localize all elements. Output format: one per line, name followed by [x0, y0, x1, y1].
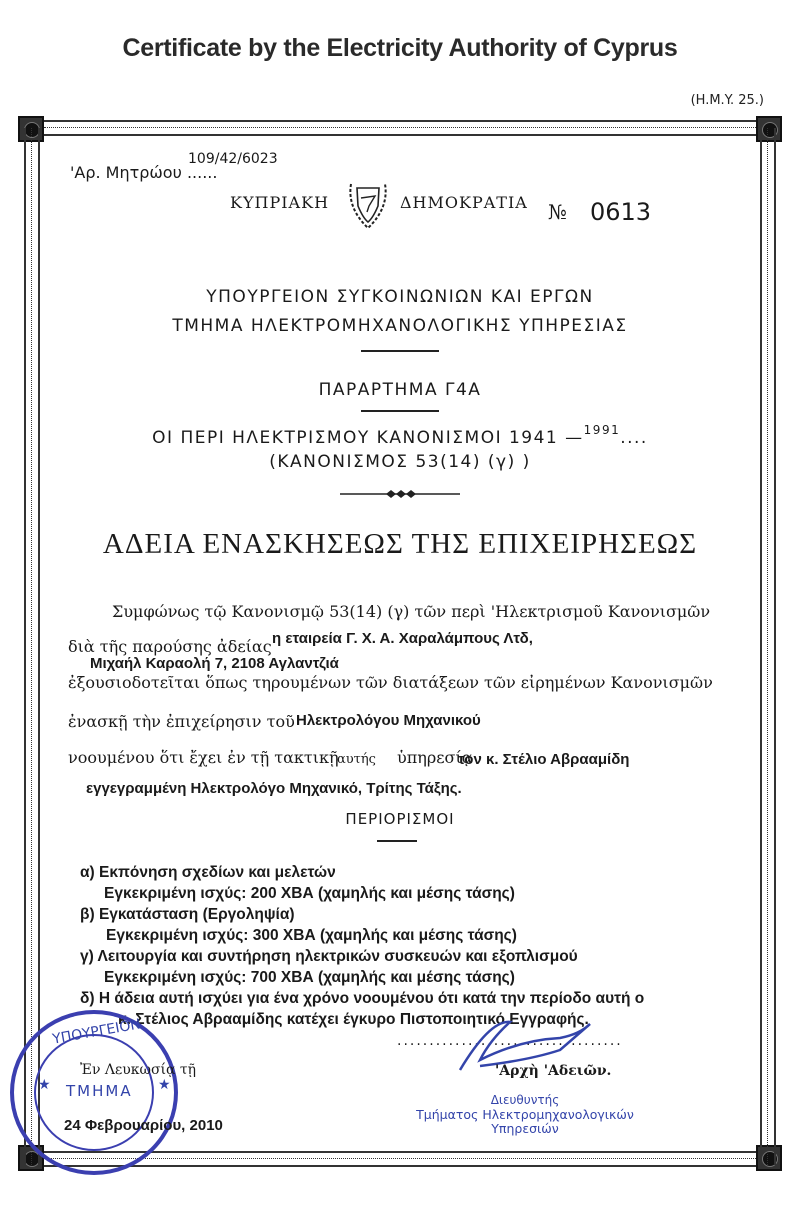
official-stamp: [10, 1010, 178, 1175]
border-right: [758, 128, 778, 1165]
handwritten-insert: αυτής: [337, 752, 376, 767]
authority-label: 'Αρχὴ 'Αδειῶν.: [495, 1063, 612, 1079]
cyprus-coat-of-arms-icon: [343, 178, 393, 232]
header-left: ΚΥΠΡΙΑΚΗ: [230, 193, 330, 212]
regulation-reference: (ΚΑΝΟΝΙΣΜΟΣ 53(14) (γ) ): [269, 452, 531, 472]
restriction-item: γ) Λειτουργία και συντήρηση ηλεκτρικών συσκευών και εξοπλισμού: [80, 948, 578, 965]
ornament-divider-icon: [340, 488, 460, 500]
restriction-item: α) Εκπόνηση σχεδίων και μελετών: [80, 864, 336, 881]
registration-label: 'Αρ. Μητρώου ......: [70, 163, 218, 182]
restriction-item: δ) Η άδεια αυτή ισχύει για ένα χρόνο νοουμένου ότι κατά την περίοδο αυτή ο: [80, 990, 645, 1007]
engineer-name: τον κ. Στέλιο Αβρααμίδη: [458, 751, 630, 768]
document-caption: Certificate by the Electricity Authority of Cyprus: [122, 34, 678, 62]
header-right: ΔΗΜΟΚΡΑΤΙΑ: [400, 193, 528, 212]
regulations-year: 1991: [583, 423, 621, 437]
company-name: η εταιρεία Γ. Χ. Α. Χαραλάμπους Λτδ,: [272, 630, 533, 647]
restriction-sub: κ. Στέλιος Αβρααμίδης κατέχει έγκυρο Πιστοποιητικό Εγγραφής.: [118, 1011, 589, 1028]
restriction-sub: Εγκεκριμένη ισχύς: 300 ΧΒΑ (χαμηλής και μέσης τάσης): [106, 927, 517, 944]
director-title: Διευθυντής: [490, 1093, 560, 1107]
star-icon: ★: [38, 1076, 51, 1092]
divider: [361, 410, 439, 412]
border-left: [22, 128, 42, 1165]
signature-line: ...................................: [397, 1033, 623, 1049]
star-icon: ★: [158, 1076, 171, 1092]
restriction-item: β) Εγκατάσταση (Εργοληψία): [80, 906, 295, 923]
department-heading: ΤΜΗΜΑ ΗΛΕΚΤΡΟΜΗΧΑΝΟΛΟΓΙΚΗΣ ΥΠΗΡΕΣΙΑΣ: [172, 316, 628, 336]
body-line-5-suffix: ὑπηρεσίᾳ: [397, 748, 473, 767]
body-line-1: Συμφώνως τῷ Κανονισμῷ 53(14) (γ) τῶν περὶ 'Ηλεκτρισμοῦ Κανονισμῶν: [112, 602, 711, 621]
stamp-center-text: ΤΜΗΜΑ: [66, 1082, 133, 1100]
annex-heading: ΠΑΡΑΡΤΗΜΑ Γ4Α: [318, 380, 482, 400]
form-code: (H.M.Y. 25.): [690, 93, 764, 108]
regulations-text: ΟΙ ΠΕΡΙ ΗΛΕΚΤΡΙΣΜΟΥ ΚΑΝΟΝΙΣΜΟΙ 1941 —: [152, 428, 584, 448]
profession: Ηλεκτρολόγου Μηχανικού: [296, 712, 481, 729]
body-line-4: ἐνασκῇ τὴν ἐπιχείρησιν τοῦ: [68, 712, 295, 731]
divider: [361, 350, 439, 352]
registration-number: 109/42/6023: [188, 151, 278, 167]
issue-date: 24 Φεβρουαρίου, 2010: [64, 1117, 223, 1134]
director-service: Υπηρεσιών: [491, 1121, 559, 1136]
stamp-top-text: ΥΠΟΥΡΓΕΙΟΝ: [51, 1016, 143, 1048]
restriction-sub: Εγκεκριμένη ισχύς: 700 ΧΒΑ (χαμηλής και μέσης τάσης): [104, 969, 515, 986]
body-line-3: ἐξουσιοδοτεῖται ὅπως τηρουμένων τῶν διατάξεων τῶν εἰρημένων Κανονισμῶν: [68, 673, 713, 692]
director-department: Τμήματος Ηλεκτρομηχανολογικών: [416, 1107, 634, 1122]
body-line-2: διὰ τῆς παρούσης ἀδείας: [68, 637, 272, 656]
restrictions-title: ΠΕΡΙΟΡΙΣΜΟΙ: [345, 810, 455, 828]
ministry-heading: ΥΠΟΥΡΓΕΙΟΝ ΣΥΓΚΟΙΝΩΝΙΩΝ ΚΑΙ ΕΡΓΩΝ: [206, 287, 594, 307]
regulations-heading: [0, 423, 800, 448]
border-top: [44, 118, 756, 138]
serial-number: 0613: [590, 198, 652, 226]
body-line-5: νοουμένου ὅτι ἔχει ἐν τῇ τακτικῇ: [68, 748, 339, 767]
company-address: Μιχαήλ Καραολή 7, 2108 Αγλαντζιά: [90, 655, 339, 672]
document-title: ΑΔΕΙΑ ΕΝΑΣΚΗΣΕΩΣ ΤΗΣ ΕΠΙΧΕΙΡΗΣΕΩΣ: [102, 528, 698, 560]
body-line-6: εγγεγραμμένη Ηλεκτρολόγο Μηχανικό, Τρίτης Τάξης.: [86, 780, 462, 797]
divider: [377, 840, 417, 842]
place-text: Ἐν Λευκωσίᾳ τῇ: [80, 1062, 197, 1078]
restrictions-list: [80, 862, 644, 1030]
regulations-dots: ....: [620, 428, 648, 448]
restriction-sub: Εγκεκριμένη ισχύς: 200 ΧΒΑ (χαμηλής και μέσης τάσης): [104, 885, 515, 902]
numero-sign: №: [548, 200, 567, 224]
